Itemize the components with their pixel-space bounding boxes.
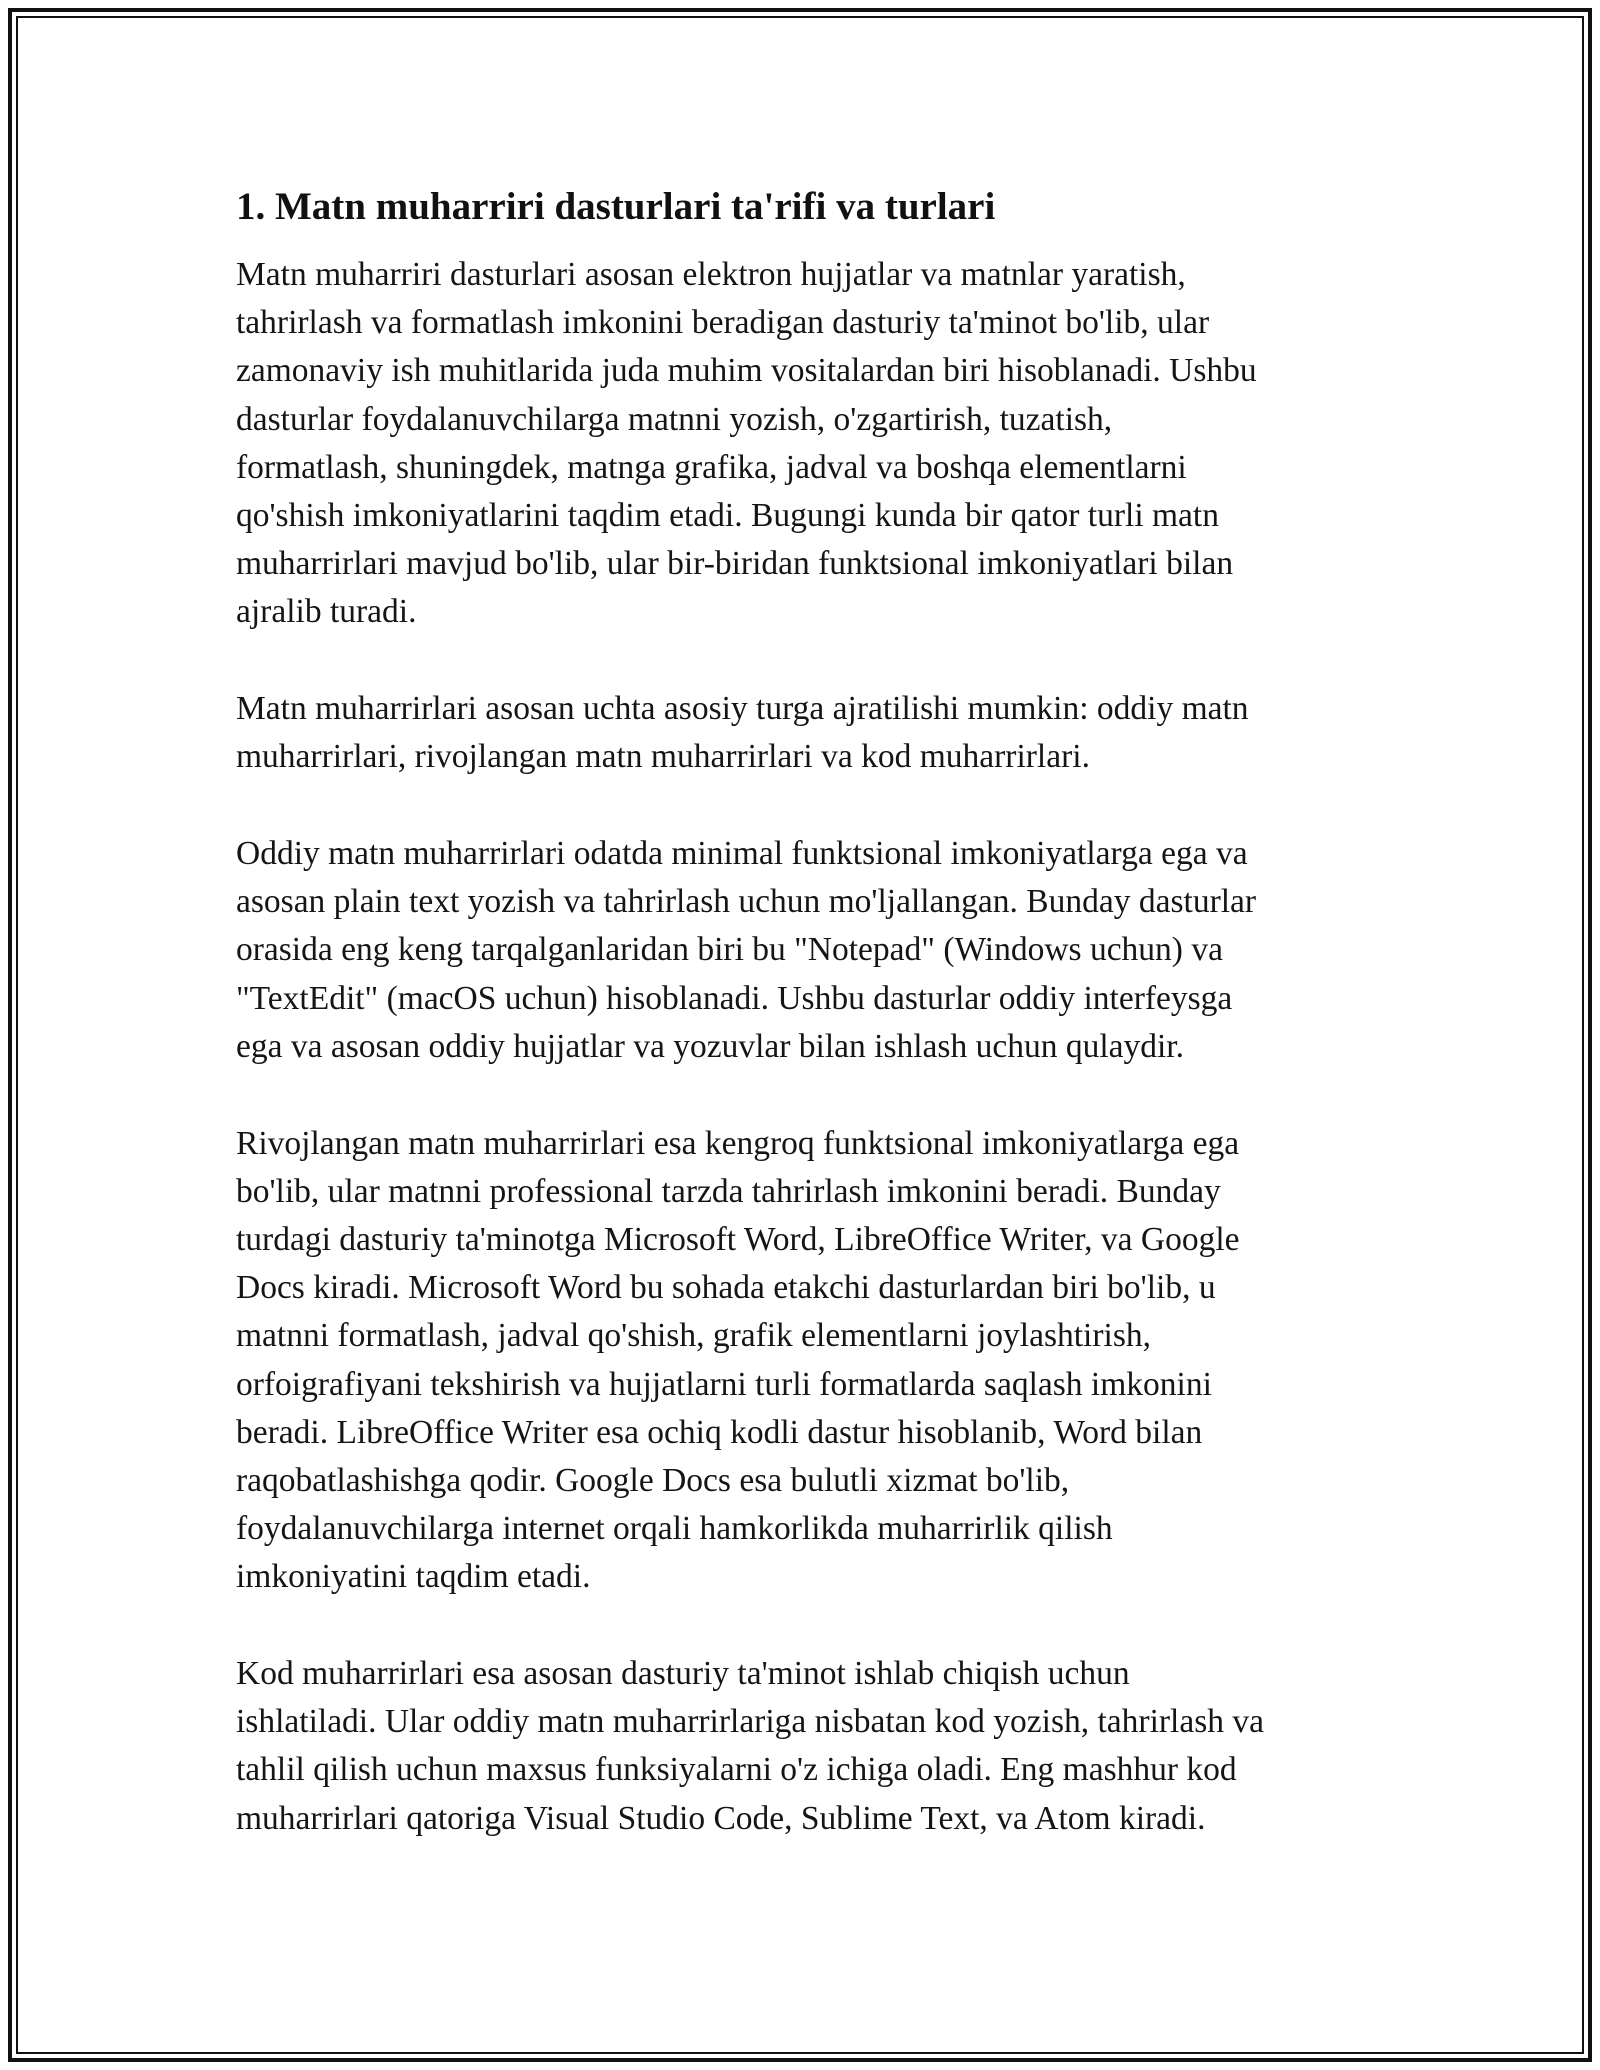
document-body — [236, 183, 1376, 1891]
section-heading: 1. Matn muharriri dasturlari ta'rifi va turlari — [236, 185, 996, 228]
paragraph-advanced-editors: Rivojlangan matn muharrirlari esa kengroq funktsional imkoniyatlarga ega bo'lib, ular matnni professional tarzda tahrirlash imkonini beradi. Bunday turdagi dasturiy ta'minotga Microsoft Word, LibreOffice Writer, va Google Docs kiradi. Microsoft Word bu sohada etakchi dasturlardan biri bo'lib, u matnni formatlash, jadval qo'shish, grafik elementlarni joylashtirish, orfoigrafiyani tekshirish va hujjatlarni turli formatlarda saqlash imkonini beradi. LibreOffice Writer esa ochiq kodli dastur hisoblanib, Word bilan raqobatlashishga qodir. Google Docs esa bulutli xizmat bo'lib, foydalanuvchilarga internet orqali hamkorlikda muharrirlik qilish imkoniyatini taqdim etadi. — [236, 1124, 1240, 1596]
paragraph-types: Matn muharrirlari asosan uchta asosiy turga ajratilishi mumkin: oddiy matn muharrirlari, rivojlangan matn muharrirlari va kod muharrirlari. — [236, 690, 1249, 776]
paragraph-simple-editors: Oddiy matn muharrirlari odatda minimal funktsional imkoniyatlarga ega va asosan plain text yozish va tahrirlash uchun mo'ljallangan. Bunday dasturlar orasida eng keng tarqalganlaridan biri bu "Notepad" (Windows uchun) va "TextEdit" (macOS uchun) hisoblanadi. Ushbu dasturlar oddiy interfeysga ega va asosan oddiy hujjatlar va yozuvlar bilan ishlash uchun qulaydir. — [236, 835, 1257, 1065]
paragraph-intro: Matn muharriri dasturlari asosan elektron hujjatlar va matnlar yaratish, tahrirlash va formatlash imkonini beradigan dasturiy ta'minot bo'lib, ular zamonaviy ish muhitlarida juda muhim vositalardan biri hisoblanadi. Ushbu dasturlar foydalanuvchilarga matnni yozish, o'zgartirish, tuzatish, formatlash, shuningdek, matnga grafika, jadval va boshqa elementlarni qo'shish imkoniyatlarini taqdim etadi. Bugungi kunda bir qator turli matn muharrirlari mavjud bo'lib, ular bir-biridan funktsional imkoniyatlari bilan ajralib turadi. — [236, 256, 1257, 631]
paragraph-code-editors: Kod muharrirlari esa asosan dasturiy ta'minot ishlab chiqish uchun ishlatiladi. Ular oddiy matn muharrirlariga nisbatan kod yozish, tahrirlash va tahlil qilish uchun maxsus funksiyalarni o'z ichiga oladi. Eng mashhur kod muharrirlari qatoriga Visual Studio Code, Sublime Text, va Atom kiradi. — [236, 1655, 1264, 1837]
